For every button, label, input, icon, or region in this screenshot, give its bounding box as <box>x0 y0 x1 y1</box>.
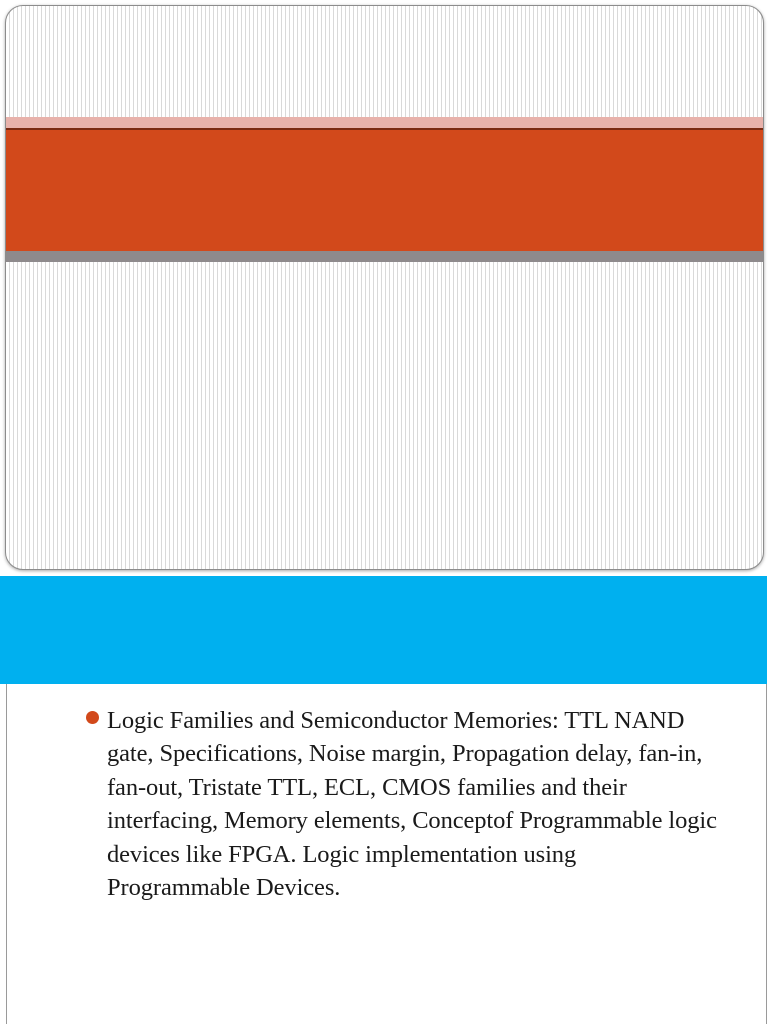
orange-title-band <box>6 130 763 251</box>
slide-border-left <box>6 684 7 1024</box>
bullet-dot-icon <box>86 711 99 724</box>
bullet-text: Logic Families and Semiconductor Memories: TTL NAND gate, Specifications, Noise margin, Propagation delay, fan-in, fan-out, Tristate TTL, ECL, CMOS families and their interfacing, Memory elements, Conceptof Programmable logic devices like FPGA. Logic implementation using Programmable Devices. <box>107 707 717 902</box>
title-slide <box>5 5 764 570</box>
gray-accent-band <box>6 251 763 262</box>
bullet-item <box>84 704 724 904</box>
slide-border-right <box>766 684 767 1024</box>
bullet-list <box>84 704 724 904</box>
content-header-band <box>0 576 767 684</box>
pink-accent-band <box>6 117 763 128</box>
content-slide <box>0 576 768 1024</box>
